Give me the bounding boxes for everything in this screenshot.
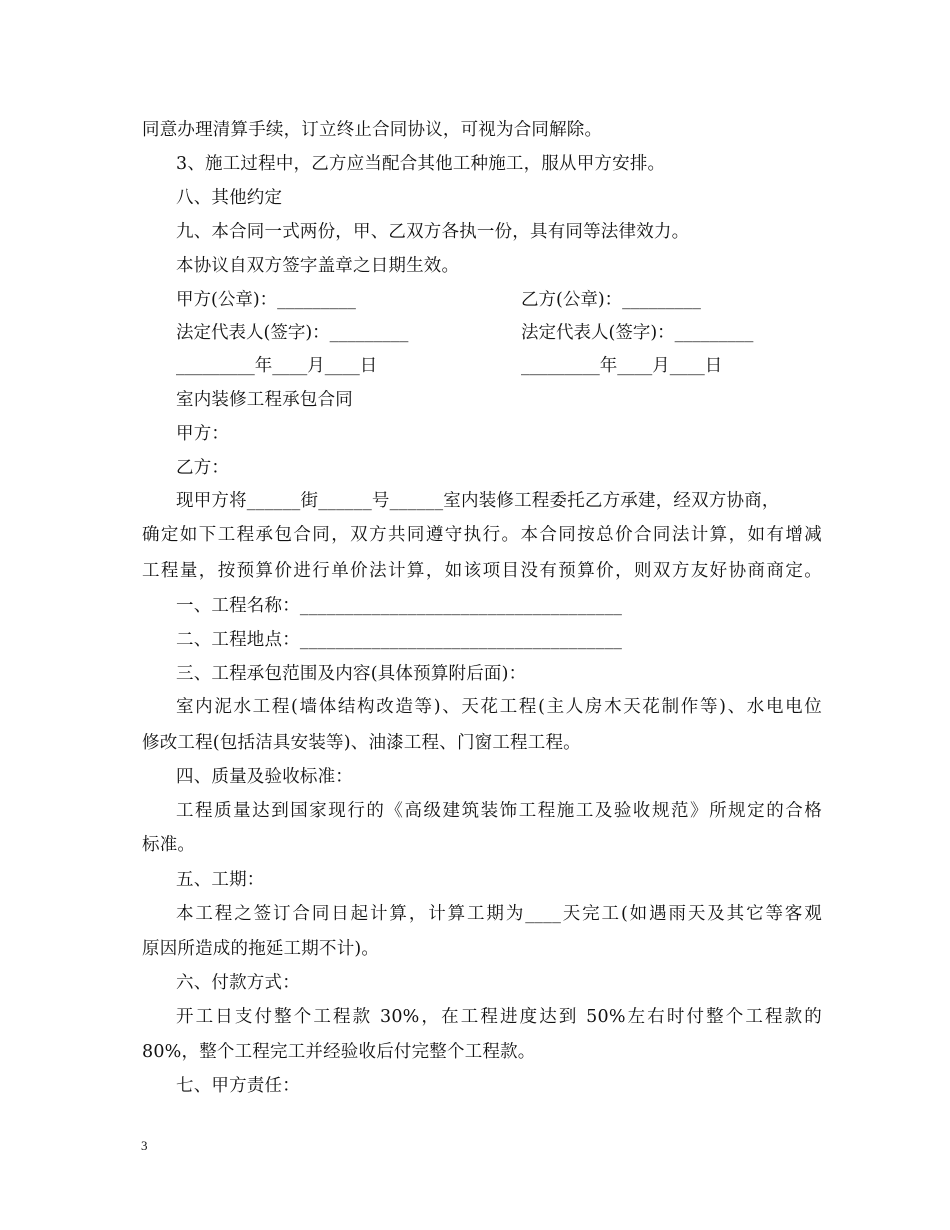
intro-line-2: 确定如下工程承包合同，双方共同遵守执行。本合同按总价合同法计算，如有增减 [142,525,822,545]
item-6-heading: 六、付款方式： [176,973,300,993]
item-4-text-line-2: 标准。 [142,835,196,855]
party-b-seal-field: 乙方(公章)：_________ [521,290,701,310]
party-a-date-field: _________年____月____日 [176,356,378,376]
item-3-text-line-2: 修改工程(包括洁具安装等)、油漆工程、门窗工程工程。 [142,733,581,753]
item-5-text-line-2: 原因所造成的拖延工期不计)。 [142,939,380,959]
intro-line-1: 现甲方将______街______号______室内装修工程委托乙方承建，经双方协商， [176,491,780,511]
item-2-project-location: 二、工程地点：____________________________________ [176,630,623,650]
item-1-project-name: 一、工程名称：____________________________________ [176,596,623,616]
item-7-heading: 七、甲方责任： [176,1076,300,1096]
party-a-representative-field: 法定代表人(签字)：_________ [176,323,409,343]
page-number: 3 [141,1138,148,1153]
effective-clause: 本协议自双方签字盖章之日期生效。 [176,256,460,276]
clause-3-text: 3、施工过程中，乙方应当配合其他工种施工，服从甲方安排。 [176,154,666,174]
section-9-heading: 九、本合同一式两份，甲、乙双方各执一份，具有同等法律效力。 [176,222,690,242]
item-5-text-line-1: 本工程之签订合同日起计算，计算工期为____天完工(如遇雨天及其它等客观 [176,904,822,924]
item-6-text-line-1: 开工日支付整个工程款 30%，在工程进度达到 50%左右时付整个工程款的 [176,1007,822,1027]
item-4-heading: 四、质量及验收标准： [176,767,353,787]
item-3-heading: 三、工程承包范围及内容(具体预算附后面)： [176,664,527,684]
section-8-heading: 八、其他约定 [176,188,283,208]
party-a-seal-field: 甲方(公章)：_________ [176,290,356,310]
contract-title: 室内装修工程承包合同 [176,390,353,410]
item-3-text-line-1: 室内泥水工程(墙体结构改造等)、天花工程(主人房木天花制作等)、水电电位 [176,697,822,717]
party-b-representative-field: 法定代表人(签字)：_________ [521,323,754,343]
paragraph-line: 同意办理清算手续，订立终止合同协议，可视为合同解除。 [142,120,603,140]
party-b-date-field: _________年____月____日 [521,356,723,376]
item-5-heading: 五、工期： [176,870,265,890]
item-6-text-line-2: 80%，整个工程完工并经验收后付完整个工程款。 [142,1042,536,1062]
intro-line-3: 工程量，按预算价进行单价法计算，如该项目没有预算价，则双方友好协商商定。 [142,561,822,581]
item-4-text-line-1: 工程质量达到国家现行的《高级建筑装饰工程施工及验收规范》所规定的合格 [176,801,822,821]
party-b-label: 乙方： [176,458,230,478]
party-a-label: 甲方： [176,424,230,444]
